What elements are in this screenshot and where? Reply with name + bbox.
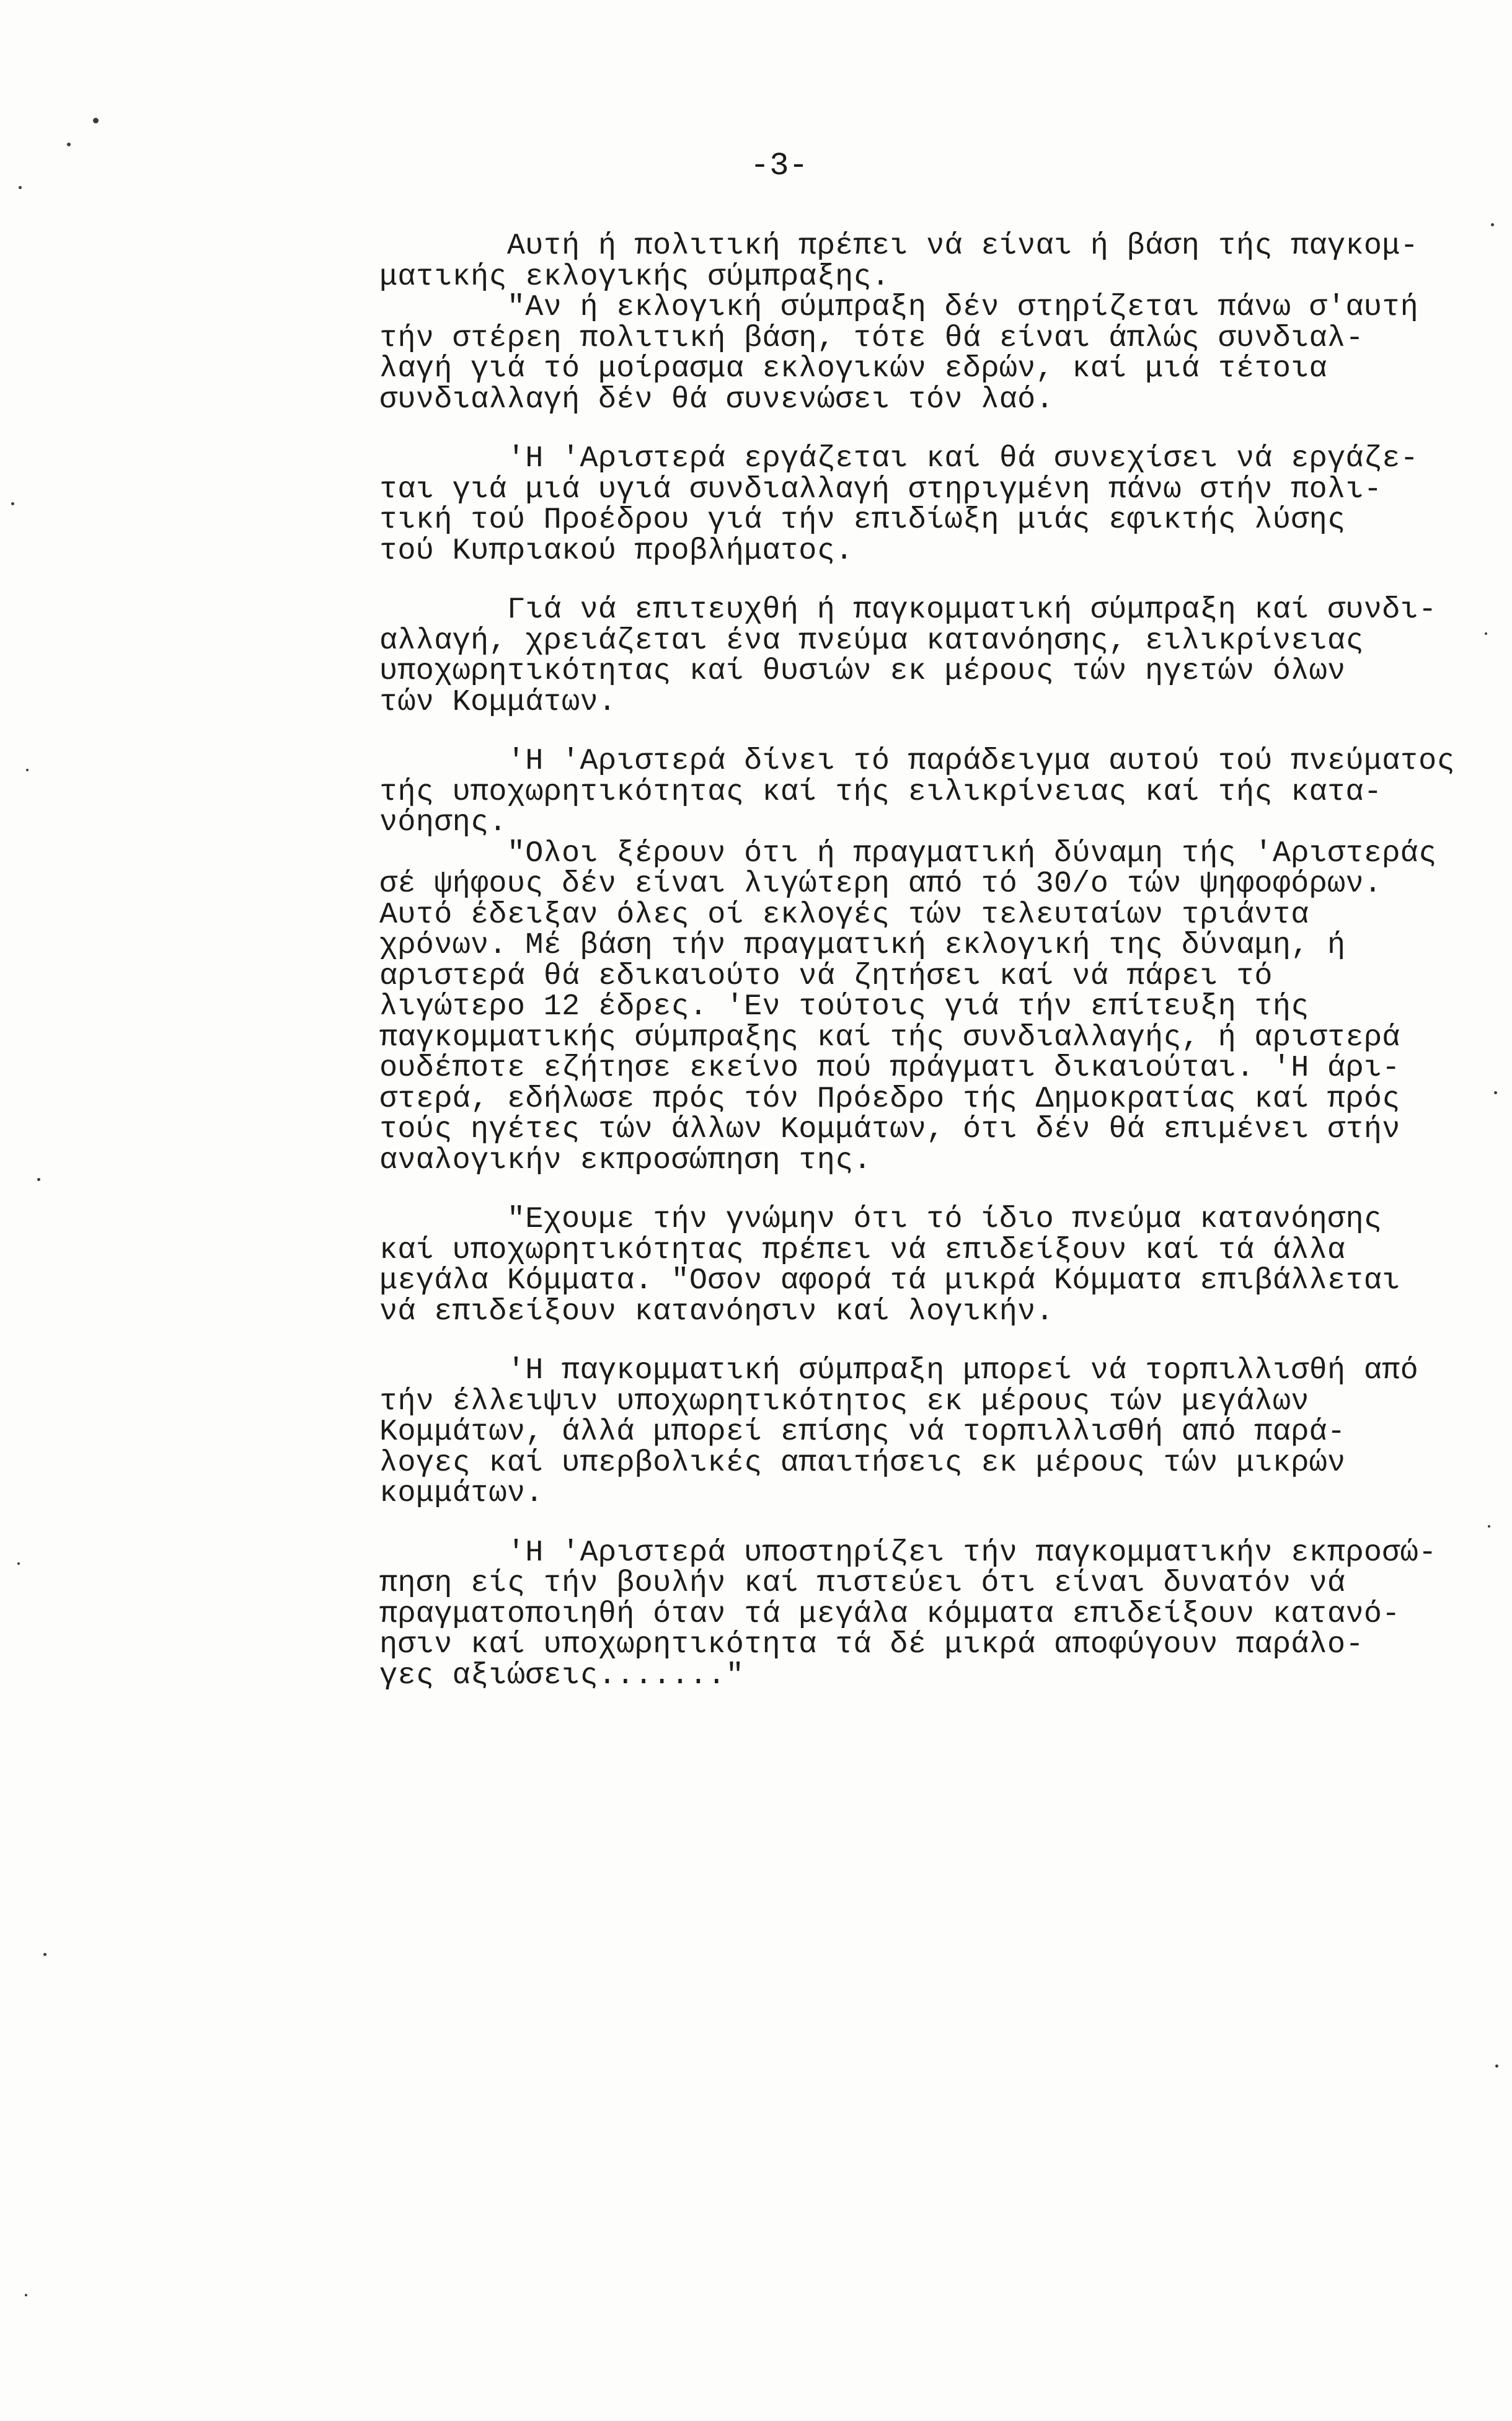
- text-line: πραγματοποιηθή όταν τά μεγάλα κόμματα επιδείξουν κατανό-: [379, 1596, 1400, 1631]
- text-line: τήν στέρεη πολιτική βάση, τότε θά είναι άπλώς συνδιαλ-: [379, 321, 1364, 355]
- paragraph: [379, 443, 1489, 566]
- text-line: "Εχουμε τήν γνώμην ότι τό ίδιο πνεύμα κατανόησης: [379, 1202, 1382, 1236]
- text-line: Αυτή ή πολιτική πρέπει νά είναι ή βάση τής παγκομ-: [379, 229, 1419, 263]
- paragraph: [379, 1535, 1489, 1693]
- text-line: κομμάτων.: [379, 1476, 544, 1510]
- text-line: τούς ηγέτες τών άλλων Κομμάτων, ότι δέν θά επιμένει στήν: [379, 1112, 1400, 1146]
- page-number: -3-: [750, 148, 808, 184]
- text-line: 'Η 'Αριστερά δίνει τό παράδειγμα αυτού τού πνεύματος: [379, 744, 1455, 778]
- scan-speck: [37, 1178, 40, 1181]
- text-line: 'Η 'Αριστερά εργάζεται καί θά συνεχίσει νά εργάζε-: [379, 441, 1419, 476]
- text-line: λογες καί υπερβολικές απαιτήσεις εκ μέρους τών μικρών: [379, 1445, 1346, 1480]
- text-line: Αυτό έδειξαν όλες οί εκλογές τών τελευταίων τριάντα: [379, 897, 1309, 932]
- text-line: συνδιαλλαγή δέν θά συνενώσει τόν λαό.: [379, 382, 1054, 417]
- text-line: παγκομματικής σύμπραξης καί τής συνδιαλλαγής, ή αριστερά: [379, 1020, 1400, 1055]
- paragraph: [379, 1355, 1489, 1509]
- scan-speck: [1488, 1525, 1490, 1528]
- text-line: ται γιά μιά υγιά συνδιαλλαγή στηριγμένη πάνω στήν πολι-: [379, 472, 1382, 507]
- text-line: γες αξιώσεις.......": [379, 1658, 745, 1693]
- text-line: αλλαγή, χρειάζεται ένα πνεύμα κατανόησης, ειλικρίνειας: [379, 623, 1364, 658]
- text-line: ησιν καί υποχωρητικότητα τά δέ μικρά αποφύγουν παράλο-: [379, 1627, 1364, 1662]
- text-line: τική τού Προέδρου γιά τήν επιδίωξη μιάς εφικτής λύσης: [379, 503, 1346, 537]
- text-line: ματικής εκλογικής σύμπραξης.: [379, 259, 890, 294]
- text-line: τής υποχωρητικότητας καί τής ειλικρίνειας καί τής κατα-: [379, 774, 1382, 809]
- document-body: [379, 231, 1489, 1691]
- text-line: Γιά νά επιτευχθή ή παγκομματική σύμπραξη καί συνδι-: [379, 593, 1437, 627]
- text-line: αναλογικήν εκπροσώπηση της.: [379, 1143, 872, 1177]
- text-line: στερά, εδήλωσε πρός τόν Πρόεδρο τής Δημοκρατίας καί πρός: [379, 1081, 1400, 1116]
- text-line: 'Η παγκομματική σύμπραξη μπορεί νά τορπιλλισθή από: [379, 1353, 1419, 1388]
- text-line: μεγάλα Κόμματα. "Οσον αφορά τά μικρά Κόμματα επιβάλλεται: [379, 1264, 1400, 1298]
- text-line: "Αν ή εκλογική σύμπραξη δέν στηρίζεται πάνω σ'αυτή: [379, 290, 1419, 324]
- scan-speck: [26, 769, 29, 771]
- scan-speck: [93, 118, 99, 123]
- text-line: καί υποχωρητικότητας πρέπει νά επιδείξουν καί τά άλλα: [379, 1233, 1346, 1267]
- text-line: λιγώτερο 12 έδρες. 'Εν τούτοις γιά τήν επίτευξη τής: [379, 989, 1309, 1024]
- text-line: τήν έλλειψιν υποχωρητικότητος εκ μέρους τών μεγάλων: [379, 1384, 1309, 1419]
- scan-speck: [1494, 1091, 1497, 1094]
- scan-speck: [11, 502, 14, 505]
- text-line: "Ολοι ξέρουν ότι ή πραγματική δύναμη τής 'Αριστεράς: [379, 836, 1437, 870]
- scan-speck: [19, 186, 22, 189]
- paragraph: [379, 1204, 1489, 1327]
- scan-speck: [1491, 223, 1494, 226]
- text-line: τών Κομμάτων.: [379, 684, 617, 719]
- scan-speck: [1495, 2065, 1498, 2068]
- scan-speck: [1485, 632, 1487, 635]
- text-line: Κομμάτων, άλλά μπορεί επίσης νά τορπιλλισθή από παρά-: [379, 1415, 1346, 1449]
- paragraph: [379, 231, 1489, 415]
- text-line: αριστερά θά εδικαιούτο νά ζητήσει καί νά πάρει τό: [379, 958, 1273, 993]
- text-line: νά επιδείξουν κατανόησιν καί λογικήν.: [379, 1294, 1054, 1329]
- text-line: 'Η 'Αριστερά υποστηρίζει τήν παγκομματικήν εκπροσώ-: [379, 1535, 1437, 1570]
- text-line: πηση είς τήν βουλήν καί πιστεύει ότι είναι δυνατόν νά: [379, 1566, 1346, 1600]
- text-line: χρόνων. Μέ βάση τήν πραγματική εκλογική της δύναμη, ή: [379, 928, 1346, 962]
- scan-speck: [43, 1953, 46, 1956]
- scan-speck: [67, 143, 71, 146]
- text-line: τού Κυπριακού προβλήματος.: [379, 533, 854, 568]
- scan-speck: [25, 2294, 27, 2296]
- text-line: νόησης.: [379, 805, 507, 839]
- scan-speck: [17, 1562, 20, 1565]
- text-line: ουδέποτε εζήτησε εκείνο πού πράγματι δικαιούται. 'Η άρι-: [379, 1051, 1400, 1085]
- text-line: σέ ψήφους δέν είναι λιγώτερη από τό 30/ο τών ψηφοφόρων.: [379, 867, 1382, 901]
- paragraph: [379, 746, 1489, 1175]
- text-line: λαγή γιά τό μοίρασμα εκλογικών εδρών, καί μιά τέτοια: [379, 352, 1328, 386]
- text-line: υποχωρητικότητας καί θυσιών εκ μέρους τών ηγετών όλων: [379, 654, 1346, 688]
- paragraph: [379, 595, 1489, 717]
